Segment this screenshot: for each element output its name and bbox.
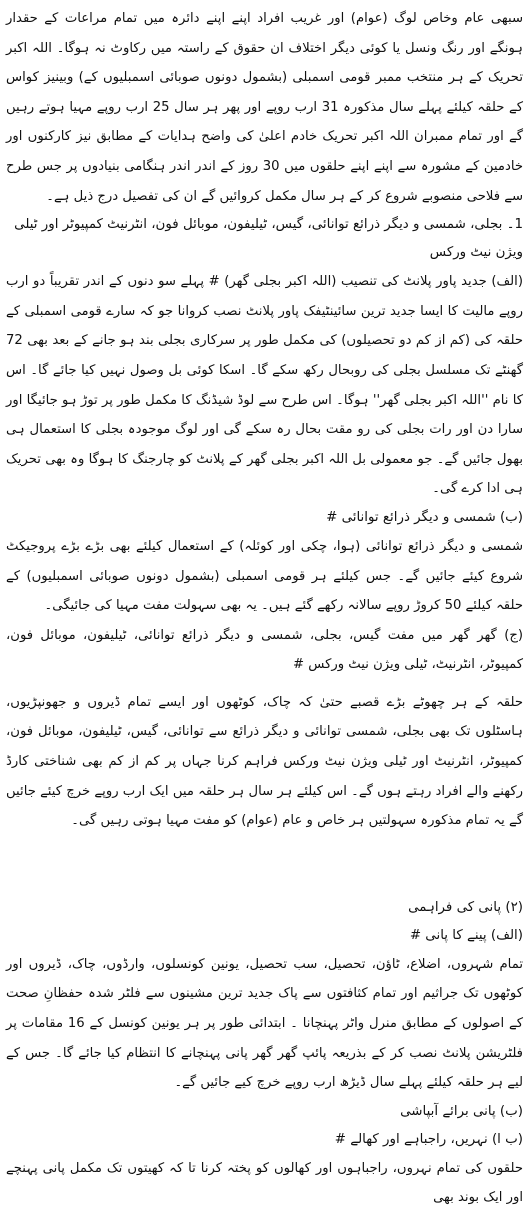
paragraph-canals: حلقوں کی تمام نہروں، راجباہوں اور کھالوں کو پختہ کرنا تا کہ کھیتوں تک مکمل پانی پہنچے اور ایک بوند بھی <box>6 1160 523 1206</box>
paragraph-drinking-water: تمام شہروں، اضلاع، ٹاؤن، تحصیل، سب تحصیل، یونین کونسلوں، وارڈوں، چاک، ڈیروں اور کوٹھوں تک جراثیم اور تمام کثافتوں سے پاک جدید ترین مشینوں سے فلٹر شدہ حفظانِ صحت کے اصولوں کے مطابق منرل واٹر پہنچانا ۔ ابتدائی طور پر ہر یونین کونسل کے 16 مقامات پر فلٹریشن پلانٹ نصب کر کے بذریعہ پائپ گھر گھر پانی پہنچانے کا انتظام کیا جائے گا۔ جس کے لیے ہر حلقہ کیلئے پہلے سال ڈیڑھ ارب روپے خرچ کیے جائیں گے۔ <box>6 956 523 1091</box>
intro-paragraph: سبھی عام وخاص لوگ (عوام) اور غریب افراد اپنے اپنے دائرہ میں تمام مراعات کے حقدار ہونگے اور رنگ ونسل یا کوئی دیگر اختلاف ان حقوق کے راستہ میں رکاوٹ نہ ہوگا۔ اللہ اکبر تحریک کے ہر منتخب ممبر قومی اسمبلی (بشمول دونوں صوبائی اسمبلیوں کے) وبینیز کواس کے حلقہ کیلئے پہلے سال مذکورہ 31 ارب روپے اور پھر ہر سال 25 ارب روپے مہیا ہوتے رہیں گے اور تمام ممبران اللہ اکبر تحریک خادم اعلیٰ کی واضح ہدایات کے مطابق نیز کارکنوں اور خادمین کے مشورہ سے اپنے اپنے حلقوں میں 30 روز کے اندر اندر ہنگامی بنیادوں پر جس طرح سے فلاحی منصوبے شروع کر کے ہر سال مکمل کروائیں گے ان کی تفصیل درج ذیل ہے۔ <box>6 11 524 204</box>
spacer <box>6 836 523 894</box>
paragraph-power-plant: (الف) جدید پاور پلانٹ کی تنصیب (اللہ اکبر بجلی گھر) # پہلے سو دنوں کے اندر تقریباً دو ارب روپے مالیت کا ایسا جدید ترین سائینٹیفک پاور پلانٹ نصب کروانا جو کہ سارے قومی اسمبلی کے حلقہ کی (کم از کم دو تحصیلوں) کی مکمل طور پر سرکاری بجلی بند ہو جانے کے بعد بھی 72 گھنٹے تک مسلسل بجلی کی روبحال رکھ سکے گا۔ اسکا کوئی بل وصول نہیں کیا جائے گا۔ اس کا نام ''اللہ اکبر بجلی گھر'' ہوگا۔ اس طرح سے لوڈ شیڈنگ کا مکمل طور پر توڑ ہو جائیگا اور سارا دن اور رات بجلی کی رو مقت بحال رہ سکے گی اور لوگ موجودہ بجلی کا استعمال ہی بھول جائیں گے۔ جو معمولی بل اللہ اکبر بجلی گھر کے پلانٹ کو چارجنگ کا ہوگا وہ بھی تحریک ہی ادا کرے گی۔ <box>6 274 523 497</box>
heading-drinking-water: (الف) پینے کا پانی # <box>409 927 523 943</box>
paragraph-free-utilities: (ج) گھر گھر میں مفت گیس، بجلی، شمسی و دیگر ذرائع توانائی، ٹیلیفون، موبائل فون، کمپیوٹر، انٹرنیٹ، ٹیلی ویژن نیٹ ورکس # <box>6 627 523 673</box>
heading-electricity: 1۔ بجلی، شمسی و دیگر ذرائع توانائی، گیس، ٹیلیفون، موبائل فون، انٹرنیٹ کمپیوٹر اور ٹیلی ویژن نیٹ ورکس <box>14 217 523 261</box>
heading-irrigation-water: (ب) پانی برائے آبپاشی <box>400 1103 523 1119</box>
paragraph-constituency: حلقہ کے ہر چھوٹے بڑے قصبے حتیٰ کہ چاک، کوٹھوں اور ایسے تمام ڈیروں و جھونپڑیوں، ہاسٹلوں تک بھی بجلی، شمسی توانائی و دیگر ذرائع سے توانائی، گیس، ٹیلیفون، موبائل فون، کمپیوٹر، انٹرنیٹ اور ٹیلی ویژن نیٹ ورکس فراہم کرنا جہاں پر کم از کم بھی شناختی کارڈ رکھنے والے افراد رہتے ہوں گے۔ اس کیلئے ہر سال ہر حلقہ میں ایک ارب روپے خرچ کیئے جائیں گے یہ تمام مذکورہ سہولتیں ہر خاص و عام (عوام) کو مفت مہیا ہوتی رہیں گی۔ <box>6 694 523 829</box>
heading-water-supply: (۲) پانی کی فراہمی <box>408 899 523 915</box>
spacer <box>6 680 523 688</box>
heading-canals: (ب ا) نہریں، راجباہے اور کھالے # <box>334 1131 523 1147</box>
paragraph-solar-energy: شمسی و دیگر ذرائع توانائی (ہوا، چکی اور کوئلہ) کے استعمال کیلئے بھی بڑے بڑے پروجیکٹ شروع کیئے جائیں گے۔ جس کیلئے ہر قومی اسمبلی (بشمول دونوں صوبائی اسمبلیوں) کے حلقہ کیلئے 50 کروڑ روپے سالانہ رکھے گئے ہیں۔ یہ بھی سہولت مفت مہیا کی جائیگی۔ <box>6 538 523 614</box>
heading-solar-energy: (ب) شمسی و دیگر ذرائع توانائی # <box>326 509 523 525</box>
